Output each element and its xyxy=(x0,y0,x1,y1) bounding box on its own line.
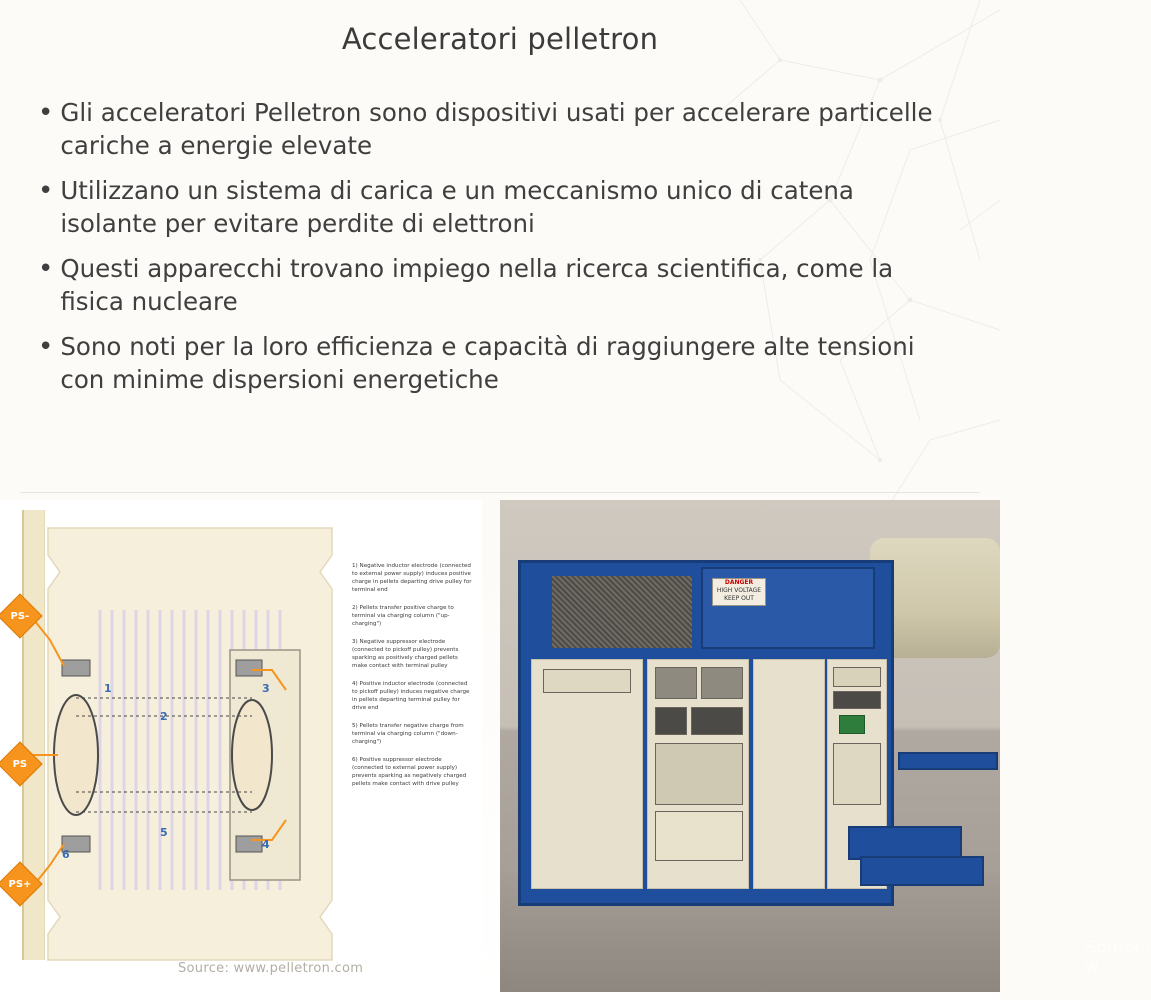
legend-item: 1) Negative inductor electrode (connected to external power supply) induces positive charge in pellets departing drive pulley for terminal end xyxy=(352,563,472,593)
danger-sign xyxy=(712,578,766,606)
page-title: Acceleratori pelletron xyxy=(341,22,659,56)
badge-label: PS- xyxy=(10,610,30,622)
legend-item: 6) Positive suppressor electrode (connected to external power supply) prevents sparking as negatively charged pellets make contact with drive pulley xyxy=(352,757,467,787)
divider xyxy=(20,492,980,493)
list-item xyxy=(38,252,958,318)
callout-6: 6 xyxy=(62,848,70,861)
list-item-text: Gli acceleratori Pelletron sono dispositivi usati per accelerare particelle cariche a energie elevate xyxy=(60,98,933,160)
instrument-module xyxy=(655,667,697,699)
access-step xyxy=(860,856,984,886)
bullet-list xyxy=(38,96,958,408)
badge-label: PS xyxy=(12,758,28,770)
callout-3: 3 xyxy=(262,682,270,695)
support-stand xyxy=(898,752,998,770)
legend-item: 3) Negative suppressor electrode (connected to pickoff pulley) prevents sparking as positively charged pellets make contact with terminal pulley xyxy=(352,639,459,669)
badge-label: PS+ xyxy=(8,878,32,890)
callout-1: 1 xyxy=(104,682,112,695)
control-readout xyxy=(833,691,881,709)
instrument-module xyxy=(701,667,743,699)
instrument-module xyxy=(655,707,687,735)
list-item xyxy=(38,330,958,396)
access-step xyxy=(848,826,962,860)
source-label-right: Source: w xyxy=(1085,938,1151,978)
schematic-legend xyxy=(352,562,472,798)
bullet-marker: • xyxy=(38,332,54,362)
bullet-marker: • xyxy=(38,98,54,128)
list-item-text: Sono noti per la loro efficienza e capacità di raggiungere alte tensioni con minime dispersioni energetiche xyxy=(60,332,915,394)
control-readout xyxy=(833,743,881,805)
source-label-left: Source: www.pelletron.com xyxy=(178,961,364,976)
danger-sign-body: HIGH VOLTAGE KEEP OUT xyxy=(716,587,762,602)
green-label xyxy=(839,715,865,734)
danger-sign-heading: DANGER xyxy=(724,579,754,586)
instrument-module xyxy=(691,707,743,735)
figures-band xyxy=(0,492,1151,1000)
bullet-marker: • xyxy=(38,254,54,284)
cabinet-left xyxy=(531,659,643,889)
callout-5: 5 xyxy=(160,826,168,839)
list-item xyxy=(38,96,958,162)
charging-chain-diagram xyxy=(40,520,340,970)
bullet-marker: • xyxy=(38,176,54,206)
legend-item: 4) Positive inductor electrode (connected to pickoff pulley) induces negative charge in pellets departing terminal pulley for drive end xyxy=(352,681,470,711)
list-item xyxy=(38,174,958,240)
nameplate xyxy=(543,669,631,693)
legend-item: 5) Pellets transfer negative charge from terminal via charging column ("down-charging") xyxy=(352,723,464,745)
mesh-guard xyxy=(549,573,695,651)
cabinet-right xyxy=(753,659,825,889)
pelletron-machine-photo xyxy=(500,500,1151,992)
callout-4: 4 xyxy=(262,838,270,851)
legend-item: 2) Pellets transfer positive charge to terminal via charging column ("up-charging") xyxy=(352,605,454,627)
list-item-text: Utilizzano un sistema di carica e un meccanismo unico di catena isolante per evitare perdite di elettroni xyxy=(60,176,854,238)
control-readout xyxy=(833,667,881,687)
machine-frame xyxy=(518,560,894,906)
callout-2: 2 xyxy=(160,710,168,723)
pelletron-schematic-figure xyxy=(0,500,482,992)
list-item-text: Questi apparecchi trovano impiego nella ricerca scientifica, come la fisica nucleare xyxy=(60,254,894,316)
instrument-module xyxy=(655,743,743,805)
instrument-module xyxy=(655,811,743,861)
